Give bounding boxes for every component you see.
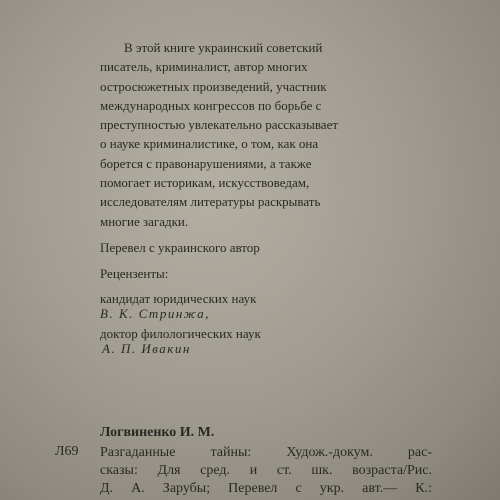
reviewer-name: В. К. Стринжа, [100,306,210,321]
catalog-code: Л69 [55,444,79,459]
catalog-line: сказы: Для сред. и ст. шк. возраста/Рис. [100,463,432,478]
catalog-description [100,444,432,498]
abstract-line: писатель, криминалист, автор многих [100,59,308,75]
abstract-line: помогает историкам, искусствоведам, [100,175,310,191]
reviewer-position: доктор филологических наук [100,326,261,341]
catalog-line: Разгаданные тайны: Худож.-докум. рас- [100,445,432,460]
abstract-line: о науке криминалистике, о том, как она [100,136,319,152]
abstract-line: преступностью увлекательно рассказывает [100,117,339,133]
catalog-author: Логвиненко И. М. [100,425,215,440]
reviewer-name: А. П. Ивакин [102,341,191,356]
abstract-line: исследователям литературы раскрывать [100,194,321,210]
reviewer-position: кандидат юридических наук [100,291,257,306]
abstract-line: многие загадки. [100,213,189,229]
abstract-line: В этой книге украинский советский [124,40,323,55]
abstract-line: остросюжетных произведений, участник [100,78,327,94]
translator-note: Перевел с украинского автор [100,240,260,255]
reviewers-label: Рецензенты: [100,266,169,281]
abstract-line: международных конгрессов по борьбе с [100,97,322,113]
abstract-paragraph [100,38,410,231]
catalog-line: Д. А. Зарубы; Перевел с укр. авт.— К.: [100,481,432,496]
abstract-line: борется с правонарушениями, а также [100,155,312,171]
